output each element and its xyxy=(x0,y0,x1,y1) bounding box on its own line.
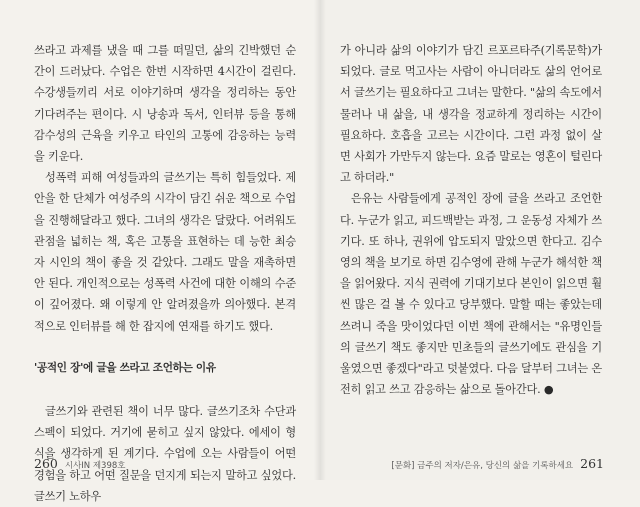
body-paragraph: 은유는 사람들에게 공적인 장에 글을 쓰라고 조언한다. 누군가 읽고, 피드백받는 과정, 그 운동성 자체가 쓰기다. 또 하나, 권위에 압도되지 말았으면 한다고. 김수영의 책을 보기로 하면 김수영에 관해 누군가 해석한 책을 읽어왔다. 지식 권력에 기대기보다 본인이 읽으면 훨씬 많은 걸 볼 수 있다고 당부했다. 말할 때는 좋았는데 쓰려니 죽을 맛이었다던 이번 책에 관해서는 "유명인들의 글쓰기 책도 좋지만 민초들의 글쓰기에도 관심을 기울였으면 좋겠다"라고 덧붙였다. 다음 달부터 그녀는 온전히 읽고 쓰고 감응하는 삶으로 돌아간다. ● xyxy=(340,192,602,397)
left-page xyxy=(0,0,320,503)
left-column-text xyxy=(34,40,296,507)
page-number: 260 xyxy=(34,456,58,471)
right-page xyxy=(320,0,640,480)
body-paragraph: 쓰라고 과제를 냈을 때 그를 떠밀던, 삶의 긴박했던 순간이 드러났다. 수업은 한번 시작하면 4시간이 걸린다. 수강생들끼리 서로 이야기하며 생각을 정리하는 동안 기다려주는 편이다. 시 낭송과 독서, 인터뷰 등을 통해 감수성의 근육을 키우고 타인의 고통에 감응하는 능력을 키운다. xyxy=(34,44,296,164)
issue-label: 시사IN 제398호 xyxy=(64,461,126,471)
right-folio xyxy=(391,456,604,471)
section-subheading: '공적인 장'에 글을 쓰라고 조언하는 이유 xyxy=(34,361,216,374)
page-number: 261 xyxy=(580,456,604,471)
body-paragraph: 글쓰기와 관련된 책이 너무 많다. 글쓰기조차 수단과 스펙이 되었다. 거기에 묻히고 싶지 않았다. 에세이 형식을 생각하게 된 계기다. 수업에 오는 사람들이 어떤 경험을 하고 어떤 질문을 던지게 되는지 말하고 싶었다. 글쓰기 노하우 xyxy=(34,405,296,503)
section-label: [문화] 금주의 저자/은유, 당신의 삶을 기록하세요 xyxy=(391,461,574,471)
body-paragraph: 가 아니라 삶의 이야기가 담긴 르포르타주(기록문학)가 되었다. 글로 먹고사는 사람이 아니더라도 삶의 언어로서 글쓰기는 필요하다고 그녀는 말한다. "삶의 속도에서 물러나 내 삶을, 내 생각을 정교하게 정리하는 시간이 필요하다. 호흡을 고르는 시간이다. 그런 과정 없이 살면 사회가 가만두지 않는다. 요즘 말로는 영혼이 털린다고 하더라." xyxy=(340,44,602,185)
left-folio xyxy=(34,456,126,471)
body-paragraph: 성폭력 피해 여성들과의 글쓰기는 특히 힘들었다. 제안을 한 단체가 여성주의 시각이 담긴 쉬운 책으로 수업을 진행해달라고 했다. 그녀의 생각은 달랐다. 어려워도 관점을 넓히는 책, 혹은 고통을 표현하는 데 능한 최승자 시인의 책이 좋을 것 같았다. 그래도 말을 재촉하면 안 된다. 개인적으로는 성폭력 사건에 대한 이해의 수준이 깊어졌다. 왜 이렇게 안 알려졌을까 의아했다. 본격적으로 인터뷰를 해 한 잡지에 연재를 하기도 했다. xyxy=(34,171,296,333)
right-column-text xyxy=(340,40,602,400)
